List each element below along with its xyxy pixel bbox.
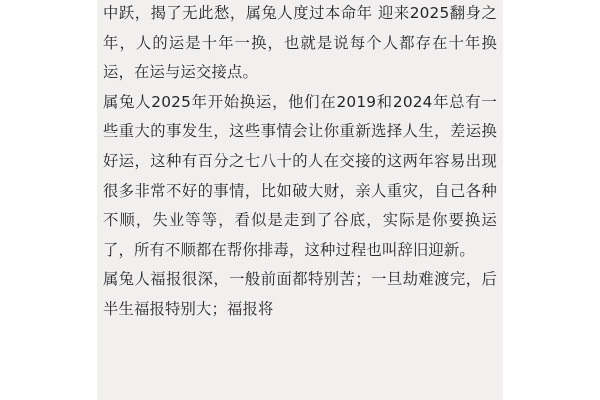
- article-body: [97, 0, 503, 400]
- paragraph-1: 中跃，揭了无此愁，属兔人度过本命年 迎来2025翻身之年，人的运是十年一换，也就是说每个人都存在十年换运，在运与运交接点。: [103, 4, 497, 82]
- right-margin: [503, 0, 600, 400]
- left-margin: [0, 0, 97, 400]
- paragraph-2: 属兔人2025年开始换运，他们在2019和2024年总有一些重大的事发生，这些事情会让你重新选择人生，差运换好运，这种有百分之七八十的人在交接的这两年容易出现很多非常不好的事情，比如破大财，亲人重灾，自己各种不顺，失业等等，看似是走到了谷底，实际是你要换运了，所有不顺都在帮你排毒，这种过程也叫辞旧迎新。: [103, 92, 497, 259]
- paragraph-3: 属兔人福报很深，一般前面都特别苦；一旦劫难渡完，后半生福报特别大；福报将: [103, 270, 497, 318]
